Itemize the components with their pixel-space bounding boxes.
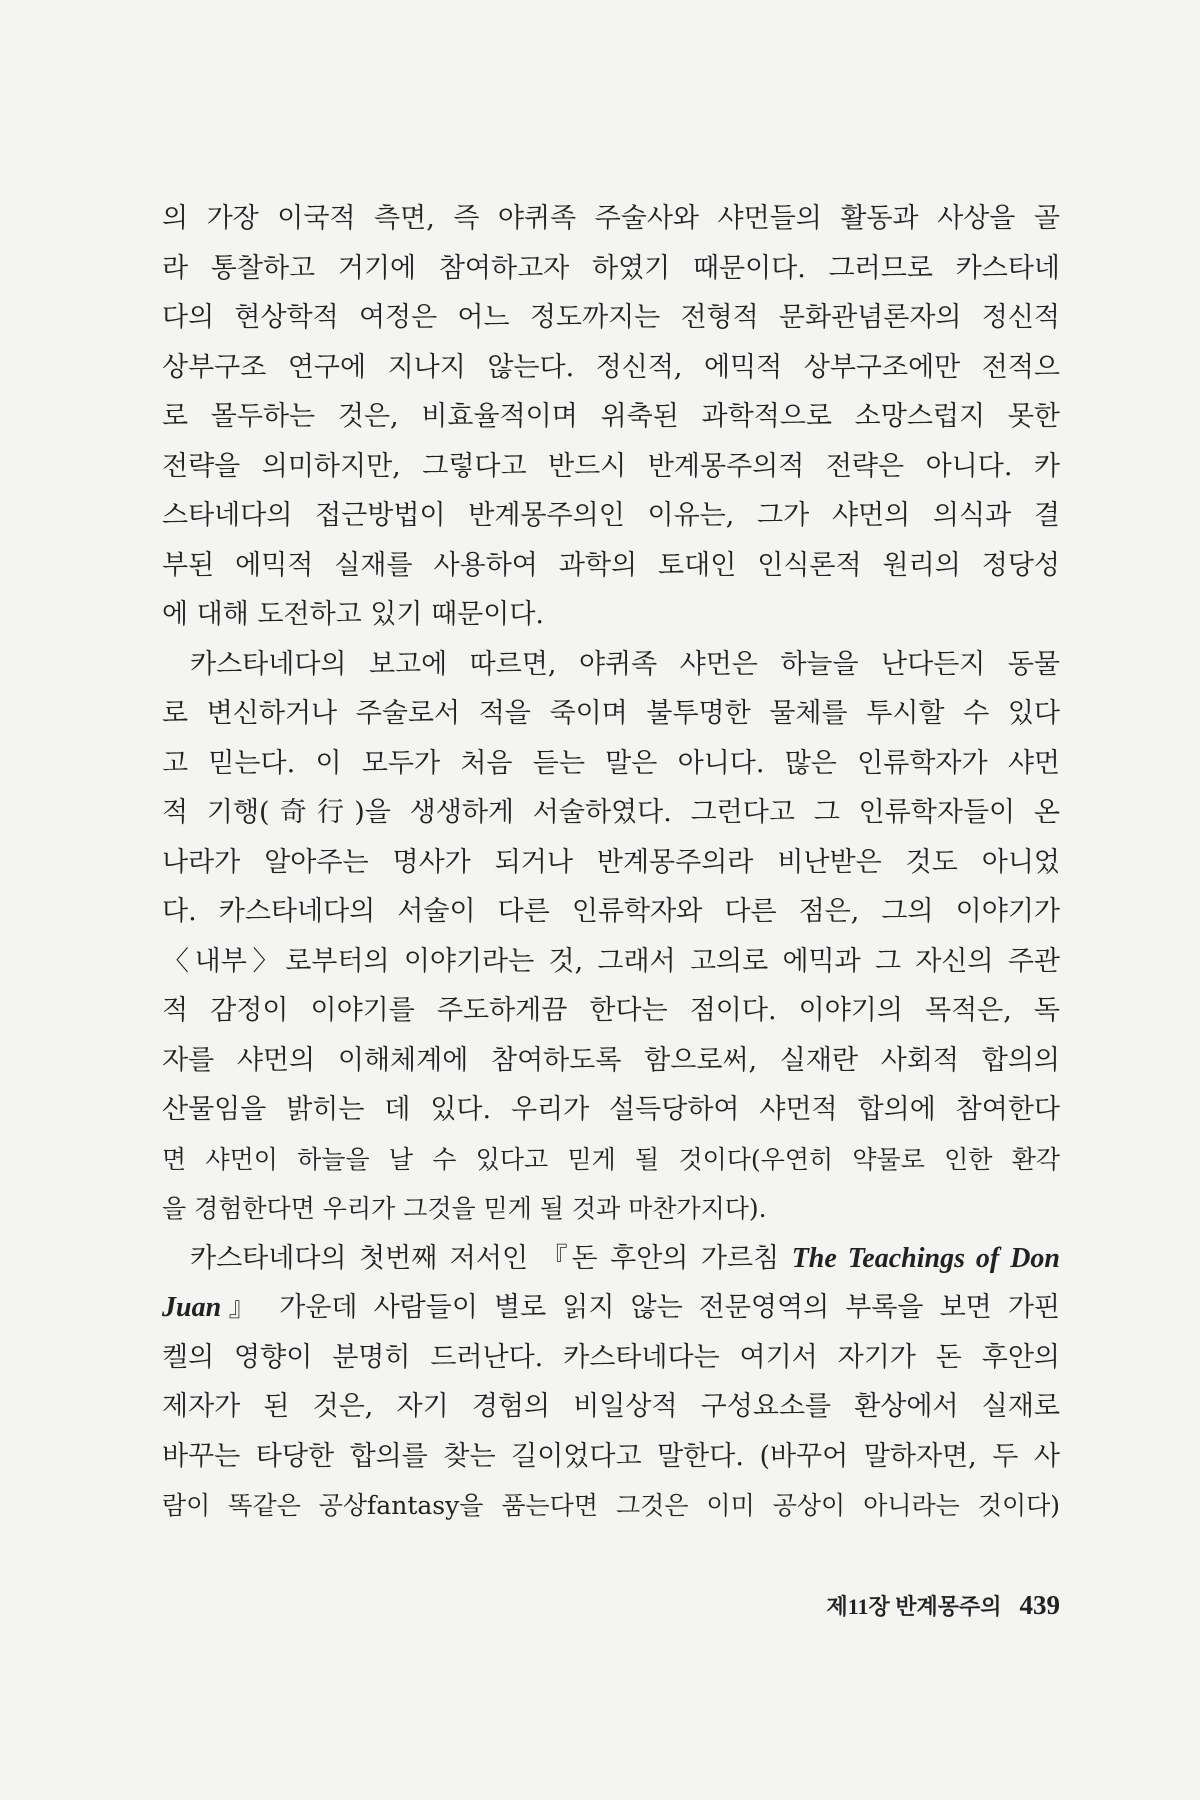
text-line: 적 기행(奇行)을 생생하게 서술하였다. 그런다고 그 인류학자들이 온: [162, 797, 1060, 828]
text-line: 산물임을 밝히는 데 있다. 우리가 설득당하여 샤먼적 합의에 참여한다: [162, 1094, 1060, 1125]
text-line: 나라가 알아주는 명사가 되거나 반계몽주의라 비난받은 것도 아니었: [162, 846, 1060, 878]
text-line: 제자가 된 것은, 자기 경험의 비일상적 구성요소를 환상에서 실재로: [162, 1391, 1060, 1422]
english-title: Juan: [162, 1292, 222, 1323]
text-line: 전략을 의미하지만, 그렇다고 반드시 반계몽주의적 전략은 아니다. 카: [162, 450, 1060, 482]
text-line: 스타네다의 접근방법이 반계몽주의인 이유는, 그가 샤먼의 의식과 결: [162, 500, 1060, 531]
page-number: 439: [1019, 1590, 1060, 1620]
text-line: 바꾸는 타당한 합의를 찾는 길이었다고 말한다. (바꾸어 말하자면, 두 사: [162, 1440, 1060, 1472]
text-line: 라 통찰하고 거기에 참여하고자 하였기 때문이다. 그러므로 카스타네: [162, 252, 1060, 284]
text-line: 부된 에믹적 실재를 사용하여 과학의 토대인 인식론적 원리의 정당성: [162, 549, 1060, 581]
text-line: 로 변신하거나 주술로서 적을 죽이며 불투명한 물체를 투시할 수 있다: [162, 698, 1060, 729]
text-line: [162, 1283, 1060, 1333]
text-line: 카스타네다의 보고에 따르면, 야퀴족 샤먼은 하늘을 난다든지 동물: [190, 648, 1060, 680]
text-line: 자를 샤먼의 이해체계에 참여하도록 함으로써, 실재란 사회적 합의의: [162, 1044, 1060, 1076]
text-line: 을 경험한다면 우리가 그것을 믿게 될 것과 마찬가지다).: [162, 1194, 767, 1223]
text-line: 의 가장 이국적 측면, 즉 야퀴족 주술사와 샤먼들의 활동과 사상을 골: [162, 203, 1060, 234]
text-line: 켈의 영향이 분명히 드러난다. 카스타네다는 여기서 자기가 돈 후안의: [162, 1341, 1060, 1373]
text-line: 람이 똑같은 공상fantasy을 품는다면 그것은 이미 공상이 아니라는 것이다): [162, 1491, 1060, 1520]
body-text: [162, 194, 1060, 1531]
text-line: 상부구조 연구에 지나지 않는다. 정신적, 에믹적 상부구조에만 전적으: [162, 351, 1060, 383]
text-line: 〈내부〉로부터의 이야기라는 것, 그래서 고의로 에믹과 그 자신의 주관: [162, 945, 1060, 977]
text-line: 고 믿는다. 이 모두가 처음 듣는 말은 아니다. 많은 인류학자가 샤먼: [162, 747, 1060, 779]
page-footer: [700, 1590, 1060, 1621]
text-line: 다의 현상학적 여정은 어느 정도까지는 전형적 문화관념론자의 정신적: [162, 302, 1060, 333]
text-line: 다. 카스타네다의 서술이 다른 인류학자와 다른 점은, 그의 이야기가: [162, 896, 1060, 927]
text-line: 면 샤먼이 하늘을 날 수 있다고 믿게 될 것이다(우연히 약물로 인한 환각: [162, 1144, 1060, 1174]
english-title: The Teachings of Don: [791, 1242, 1060, 1274]
text-line: 로 몰두하는 것은, 비효율적이며 위축된 과학적으로 소망스럽지 못한: [162, 401, 1060, 432]
text-segment: 』 가운데 사람들이 별로 읽지 않는 전문영역의 부록을 보면 가핀: [221, 1292, 1060, 1323]
text-line: [162, 1234, 1060, 1284]
text-line: 적 감정이 이야기를 주도하게끔 한다는 점이다. 이야기의 목적은, 독: [162, 995, 1060, 1026]
text-line: 에 대해 도전하고 있기 때문이다.: [162, 599, 544, 630]
text-segment: 카스타네다의 첫번째 저서인 『돈 후안의 가르침: [190, 1242, 792, 1274]
chapter-title: 제11장 반계몽주의: [826, 1594, 1002, 1619]
